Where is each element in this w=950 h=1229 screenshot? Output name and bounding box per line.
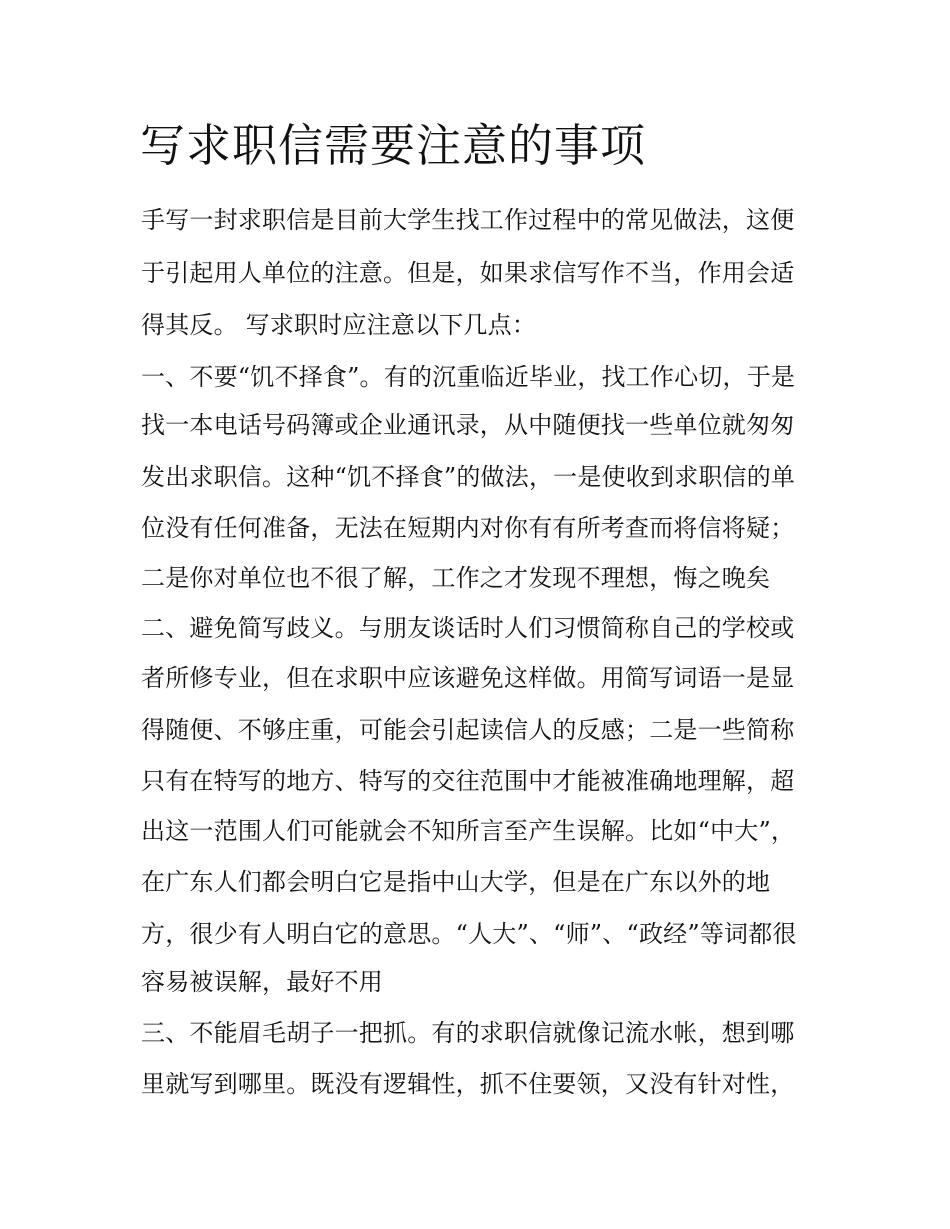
body-line: 找一本电话号码簿或企业通讯录，从中随便找一些单位就匆匆 <box>141 411 795 439</box>
body-line: 位没有任何准备，无法在短期内对你有有所考查而将信将疑； <box>141 514 795 542</box>
body-line: 三、不能眉毛胡子一把抓。有的求职信就像记流水帐，想到哪 <box>141 1019 795 1047</box>
body-line: 里就写到哪里。既没有逻辑性，抓不住要领，又没有针对性， <box>141 1070 795 1098</box>
body-line: 一、不要“饥不择食”。有的沉重临近毕业，找工作心切，于是 <box>141 363 796 391</box>
body-line: 于引起用人单位的注意。但是，如果求信写作不当，作用会适 <box>141 259 795 287</box>
body-line: 得其反。 写求职时应注意以下几点： <box>141 311 537 339</box>
body-line: 发出求职信。这种“饥不择食”的做法，一是使收到求职信的单 <box>141 463 796 491</box>
body-line: 者所修专业，但在求职中应该避免这样做。用简写词语一是显 <box>141 664 795 692</box>
body-line: 方，很少有人明白它的意思。“人大”、“师”、“政经”等词都很 <box>141 920 797 948</box>
body-line: 得随便、不够庄重，可能会引起读信人的反感；二是一些简称 <box>141 716 795 744</box>
document-title: 写求职信需要注意的事项 <box>140 119 647 172</box>
body-line: 只有在特写的地方、特写的交往范围中才能被准确地理解，超 <box>141 767 795 795</box>
body-line: 二、避免简写歧义。与朋友谈话时人们习惯简称自己的学校或 <box>141 614 795 642</box>
body-line: 出这一范围人们可能就会不知所言至产生误解。比如“中大”， <box>141 817 796 845</box>
body-line: 在广东人们都会明白它是指中山大学，但是在广东以外的地 <box>141 868 771 896</box>
body-line: 手写一封求职信是目前大学生找工作过程中的常见做法，这便 <box>141 206 795 234</box>
body-line: 二是你对单位也不很了解，工作之才发现不理想，悔之晚矣 <box>141 564 771 592</box>
body-line: 容易被误解，最好不用 <box>141 968 383 996</box>
